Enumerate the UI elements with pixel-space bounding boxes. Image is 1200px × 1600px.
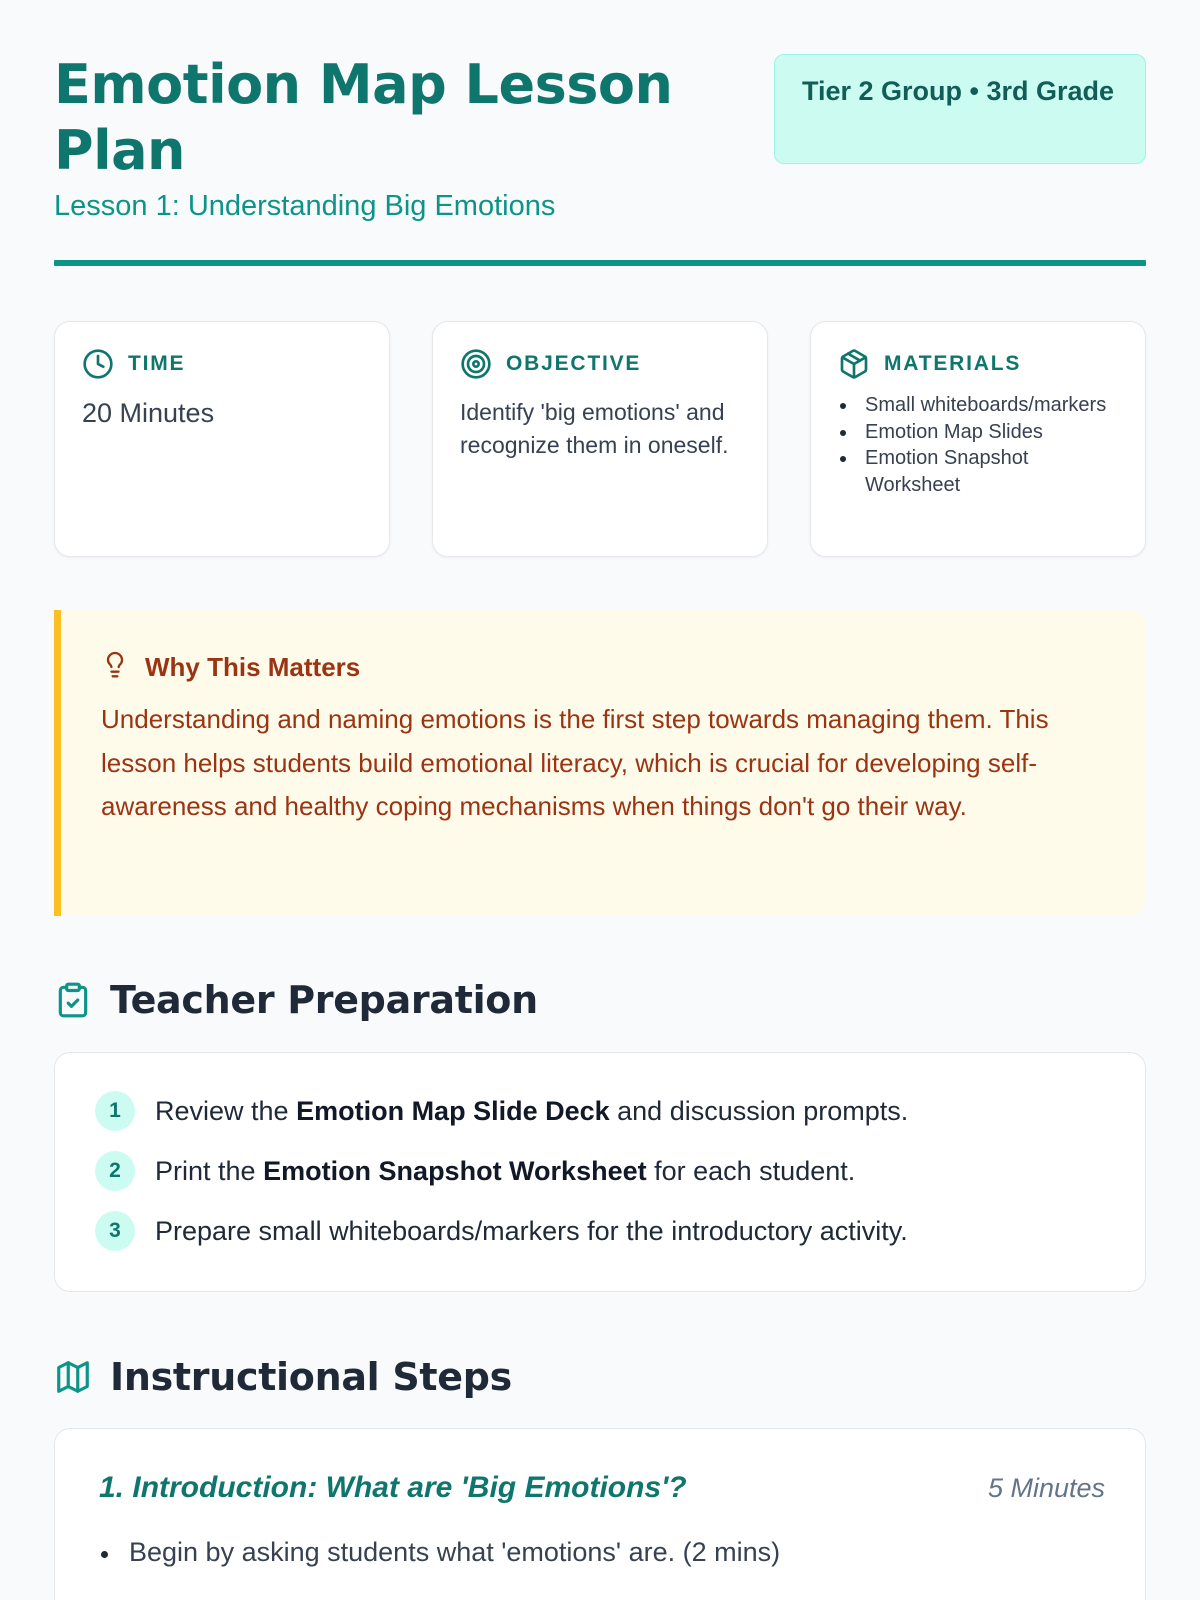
- page-subtitle: Lesson 1: Understanding Big Emotions: [54, 190, 556, 222]
- list-item: [95, 1211, 1105, 1251]
- clipboard-check-icon: [54, 981, 92, 1019]
- step-title: 1. Introduction: What are 'Big Emotions'?: [99, 1471, 687, 1504]
- callout-body: Understanding and naming emotions is the first step towards managing them. This lesson helps students build emotional literacy, which is crucial for developing self-awareness and healthy coping mechanisms when things don't go their way.: [101, 704, 1049, 821]
- list-item: Emotion Map Slides: [838, 419, 1118, 446]
- prep-text: Prepare small whiteboards/markers for the introductory activity.: [155, 1215, 908, 1246]
- objective-label: OBJECTIVE: [506, 352, 642, 375]
- callout-title: Why This Matters: [145, 651, 361, 682]
- step-number: 3: [95, 1211, 135, 1251]
- section-title: Instructional Steps: [110, 1355, 512, 1399]
- clock-icon: [82, 348, 114, 380]
- time-label: TIME: [128, 352, 186, 375]
- header-divider: [54, 260, 1146, 266]
- step-number: 2: [95, 1151, 135, 1191]
- section-title: Teacher Preparation: [110, 978, 538, 1022]
- step-number: 1: [95, 1091, 135, 1131]
- instructional-step-card: [54, 1428, 1146, 1600]
- page-header: [54, 0, 1146, 268]
- list-item: Begin by asking students what 'emotions' are. (2 mins): [99, 1537, 1105, 1568]
- materials-label: MATERIALS: [884, 352, 1022, 375]
- why-this-matters-callout: [54, 610, 1146, 916]
- step-bullets: [99, 1537, 1105, 1568]
- list-item: [95, 1151, 1105, 1191]
- prep-text: Review the Emotion Map Slide Deck and discussion prompts.: [155, 1095, 909, 1126]
- page-title: Emotion Map Lesson Plan: [54, 53, 673, 182]
- time-value: 20 Minutes: [82, 398, 215, 428]
- lightbulb-icon: [101, 650, 129, 684]
- objective-card: [432, 321, 768, 557]
- teacher-prep-list: [54, 1052, 1146, 1292]
- list-item: Small whiteboards/markers: [838, 392, 1118, 419]
- map-icon: [54, 1358, 92, 1396]
- teacher-prep-heading: [54, 978, 538, 1022]
- step-duration: 5 Minutes: [987, 1473, 1105, 1503]
- package-icon: [838, 348, 870, 380]
- group-grade-badge: Tier 2 Group • 3rd Grade: [774, 54, 1146, 164]
- list-item: Emotion Snapshot Worksheet: [838, 445, 1118, 498]
- list-item: [95, 1091, 1105, 1131]
- info-cards: [54, 321, 1146, 557]
- target-icon: [460, 348, 492, 380]
- materials-list: [838, 392, 1118, 498]
- instructional-steps-heading: [54, 1355, 512, 1399]
- prep-text: Print the Emotion Snapshot Worksheet for each student.: [155, 1155, 856, 1186]
- materials-card: [810, 321, 1146, 557]
- objective-value: Identify 'big emotions' and recognize them in oneself.: [460, 399, 729, 458]
- time-card: [54, 321, 390, 557]
